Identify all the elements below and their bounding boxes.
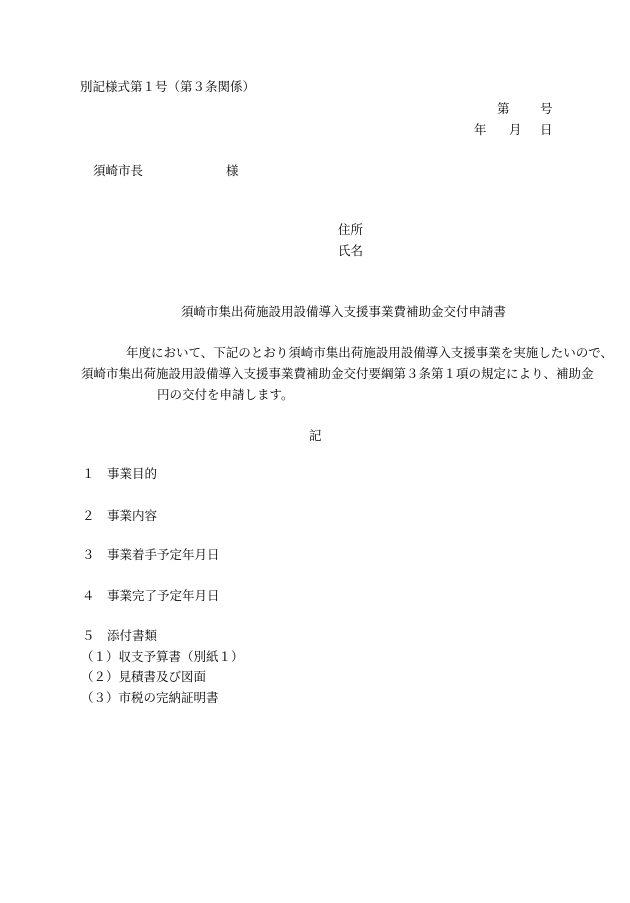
date-year-label: 年: [474, 122, 487, 137]
body-line-1: 年度において、下記のとおり須崎市集出荷施設用設備導入支援事業を実施したいので、: [126, 345, 614, 360]
attachment-item-budget: （１）収支予算書（別紙１）: [81, 649, 244, 664]
form-reference: 別記様式第１号（第３条関係）: [80, 79, 256, 94]
addressee-honorific: 様: [226, 163, 239, 178]
date-month-label: 月: [509, 122, 522, 137]
body-line-2: 須崎市集出荷施設用設備導入支援事業費補助金交付要綱第３条第１項の規定により、補助金: [81, 366, 594, 381]
list-item-end-date: ４ 事業完了予定年月日: [82, 588, 220, 603]
document-title: 須崎市集出荷施設用設備導入支援事業費補助金交付申請書: [181, 304, 507, 319]
document-number-prefix: 第: [497, 101, 510, 116]
addressee-name: 須崎市長: [93, 163, 144, 178]
document-number-suffix: 号: [540, 101, 553, 116]
list-item-start-date: ３ 事業着手予定年月日: [82, 547, 220, 562]
applicant-address-label: 住所: [338, 222, 364, 237]
date-day-label: 日: [540, 122, 553, 137]
ki-heading: 記: [309, 428, 322, 443]
body-line-3: 円の交付を申請します。: [157, 387, 294, 402]
list-item-content: ２ 事業内容: [82, 508, 158, 523]
attachment-item-estimate: （２）見積書及び図面: [81, 669, 207, 684]
applicant-name-label: 氏名: [338, 243, 364, 258]
attachment-item-tax-certificate: （３）市税の完納証明書: [81, 690, 219, 705]
list-item-attachments: ５ 添付書類: [82, 628, 158, 643]
list-item-purpose: １ 事業目的: [82, 466, 158, 481]
